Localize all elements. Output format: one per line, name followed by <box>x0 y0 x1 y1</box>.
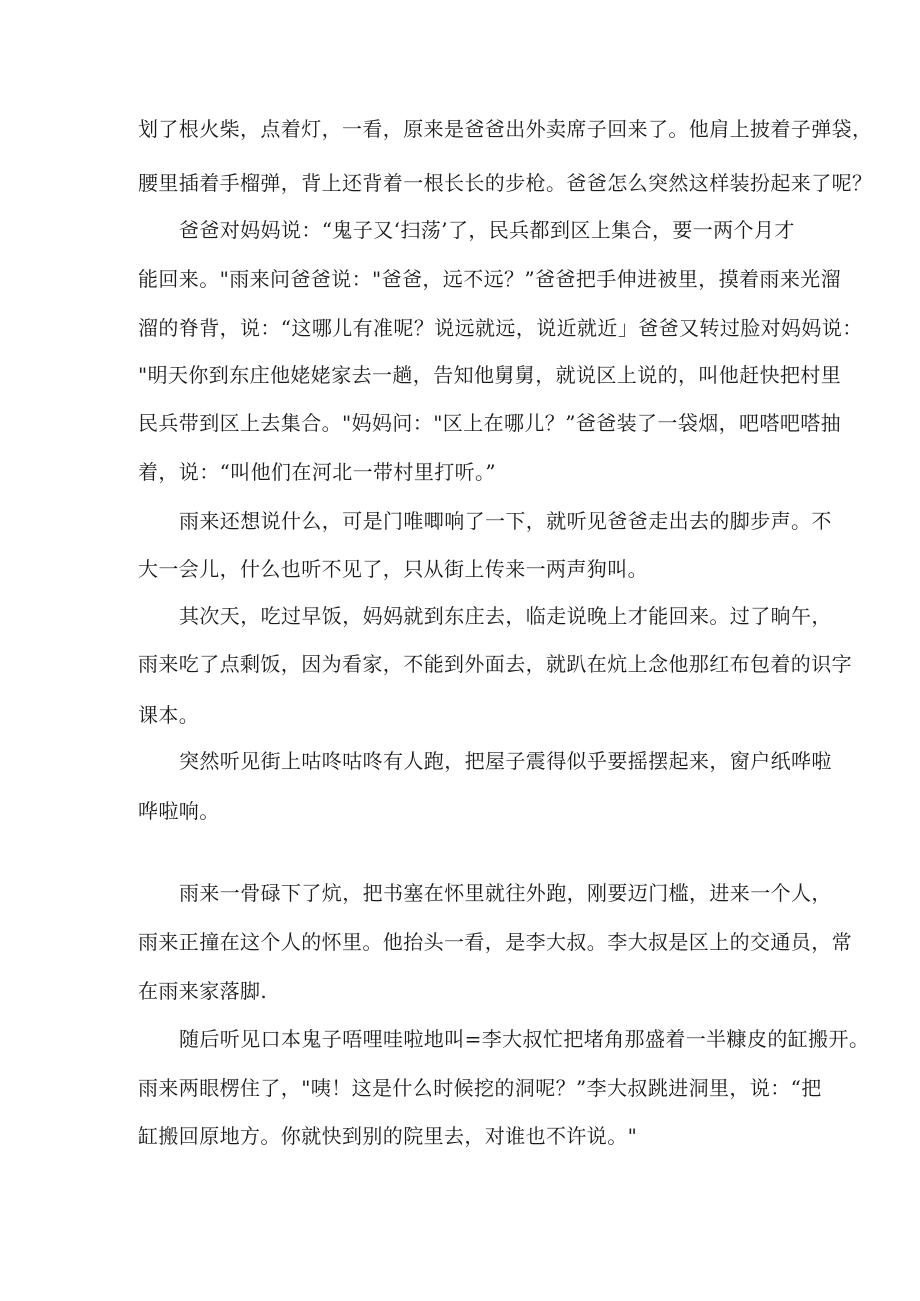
text-line: 民兵带到区上去集合。"妈妈问："区上在哪儿？”爸爸装了一袋烟，吧嗒吧嗒抽 <box>138 411 842 435</box>
text-line: 雨来吃了点剩饭，因为看家，不能到外面去，就趴在炕上念他那红布包着的识字 <box>138 652 852 676</box>
text-line: 哗啦响。 <box>138 799 220 823</box>
text-line: 能回来。"雨来问爸爸说："爸爸，远不远？”爸爸把手伸进被里，摸着雨来光溜 <box>138 267 842 291</box>
text-line: 腰里插着手榴弹，背上还背着一根长长的步枪。爸爸怎么突然这样装扮起来了呢？ <box>138 171 873 195</box>
text-line: 划了根火柴，点着灯，一看，原来是爸爸出外卖席子回来了。他肩上披着子弹袋， <box>138 117 873 141</box>
paragraph-first-line: 爸爸对妈妈说：“鬼子又‘扫荡’了，民兵都到区上集合，要一两个月才 <box>179 218 795 242</box>
text-line: 课本。 <box>138 703 200 727</box>
text-line: 溜的脊背，说：“这哪儿有准呢？说远就远，说近就近」爸爸又转过脸对妈妈说： <box>138 316 863 340</box>
paragraph-first-line: 随后听见口本鬼子唔哩哇啦地叫=李大叔忙把堵角那盛着一半糠皮的缸搬开。 <box>179 1027 870 1051</box>
paragraph-first-line: 突然听见街上咕咚咕咚有人跑，把屋子震得似乎要摇摆起来，窗户纸哗啦 <box>179 749 832 773</box>
paragraph-first-line: 雨来一骨碌下了炕，把书塞在怀里就往外跑，刚要迈门槛，进来一个人， <box>179 881 832 905</box>
text-line: 雨来两眼楞住了，"咦！这是什么时候挖的洞呢？”李大叔跳进洞里，说：“把 <box>138 1076 822 1100</box>
text-line: 着，说：“叫他们在河北一带村里打听。” <box>138 460 497 484</box>
text-line: "明天你到东庄他姥姥家去一趟，告知他舅舅，就说区上说的，叫他赶快把村里 <box>138 363 842 387</box>
paragraph-first-line: 雨来还想说什么，可是门唯唧响了一下，就听见爸爸走出去的脚步声。不 <box>179 509 832 533</box>
text-line: 缸搬回原地方。你就快到别的院里去，对谁也不许说。" <box>138 1124 638 1148</box>
text-line: 大一会儿，什么也听不见了，只从街上传来一两声狗叫。 <box>138 557 648 581</box>
text-line: 在雨来家落脚. <box>138 979 268 1003</box>
paragraph-first-line: 其次天，吃过早饭，妈妈就到东庄去，临走说晚上才能回来。过了晌午， <box>179 604 832 628</box>
text-line: 雨来正撞在这个人的怀里。他抬头一看，是李大叔。李大叔是区上的交通员，常 <box>138 930 852 954</box>
